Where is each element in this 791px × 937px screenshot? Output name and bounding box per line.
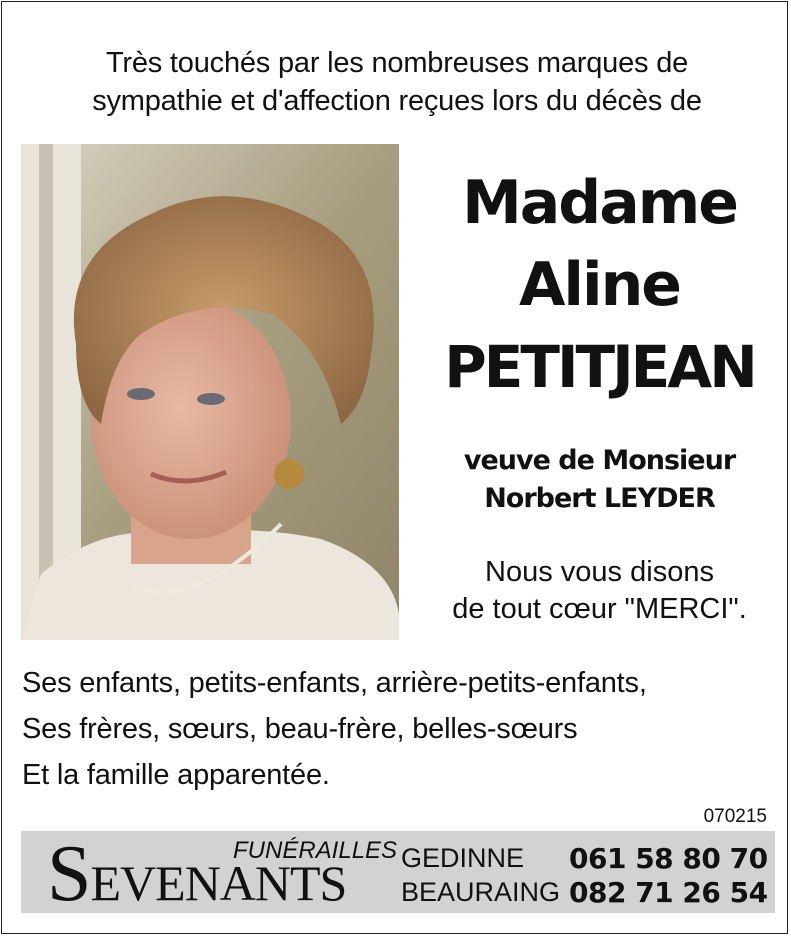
location-phone: 061 58 80 70 (569, 842, 768, 875)
funeral-home-logo (47, 830, 347, 920)
location-city: GEDINNE (401, 843, 525, 873)
thanks-line-2: de tout cœur "MERCI". (452, 593, 747, 625)
intro-text (22, 44, 772, 120)
family-line: Ses frères, sœurs, beau-frère, belles-sœurs (22, 713, 578, 745)
thanks-text (432, 554, 767, 628)
family-line: Et la famille apparentée. (22, 759, 330, 791)
location-phone: 082 71 26 54 (569, 876, 768, 909)
portrait-photo (21, 144, 399, 640)
intro-line-1: Très touchés par les nombreuses marques de (105, 47, 689, 79)
logo-initial: S (47, 830, 91, 918)
family-list (22, 660, 782, 798)
deceased-last-name: PETITJEAN (444, 333, 755, 401)
deceased-name (432, 162, 767, 408)
thanks-line-1: Nous vous disons (485, 556, 714, 588)
portrait-illustration (21, 144, 399, 640)
reference-number: 070215 (703, 806, 767, 827)
obituary-card (1, 1, 788, 934)
logo-rest: EVENANTS (90, 855, 347, 911)
widow-text (432, 442, 767, 518)
location-city: BEAURAING (401, 877, 561, 907)
family-line: Ses enfants, petits-enfants, arrière-petits-enfants, (22, 667, 647, 699)
widow-line-1: veuve de Monsieur (463, 445, 736, 476)
intro-line-2: sympathie et d'affection reçues lors du décès de (92, 85, 702, 117)
funeral-home-banner (21, 830, 775, 918)
widow-line-2: Norbert LEYDER (484, 483, 715, 514)
deceased-title: Madame (462, 168, 737, 238)
deceased-first-name: Aline (519, 250, 680, 320)
funeral-home-tagline: FUNÉRAILLES (233, 837, 398, 864)
